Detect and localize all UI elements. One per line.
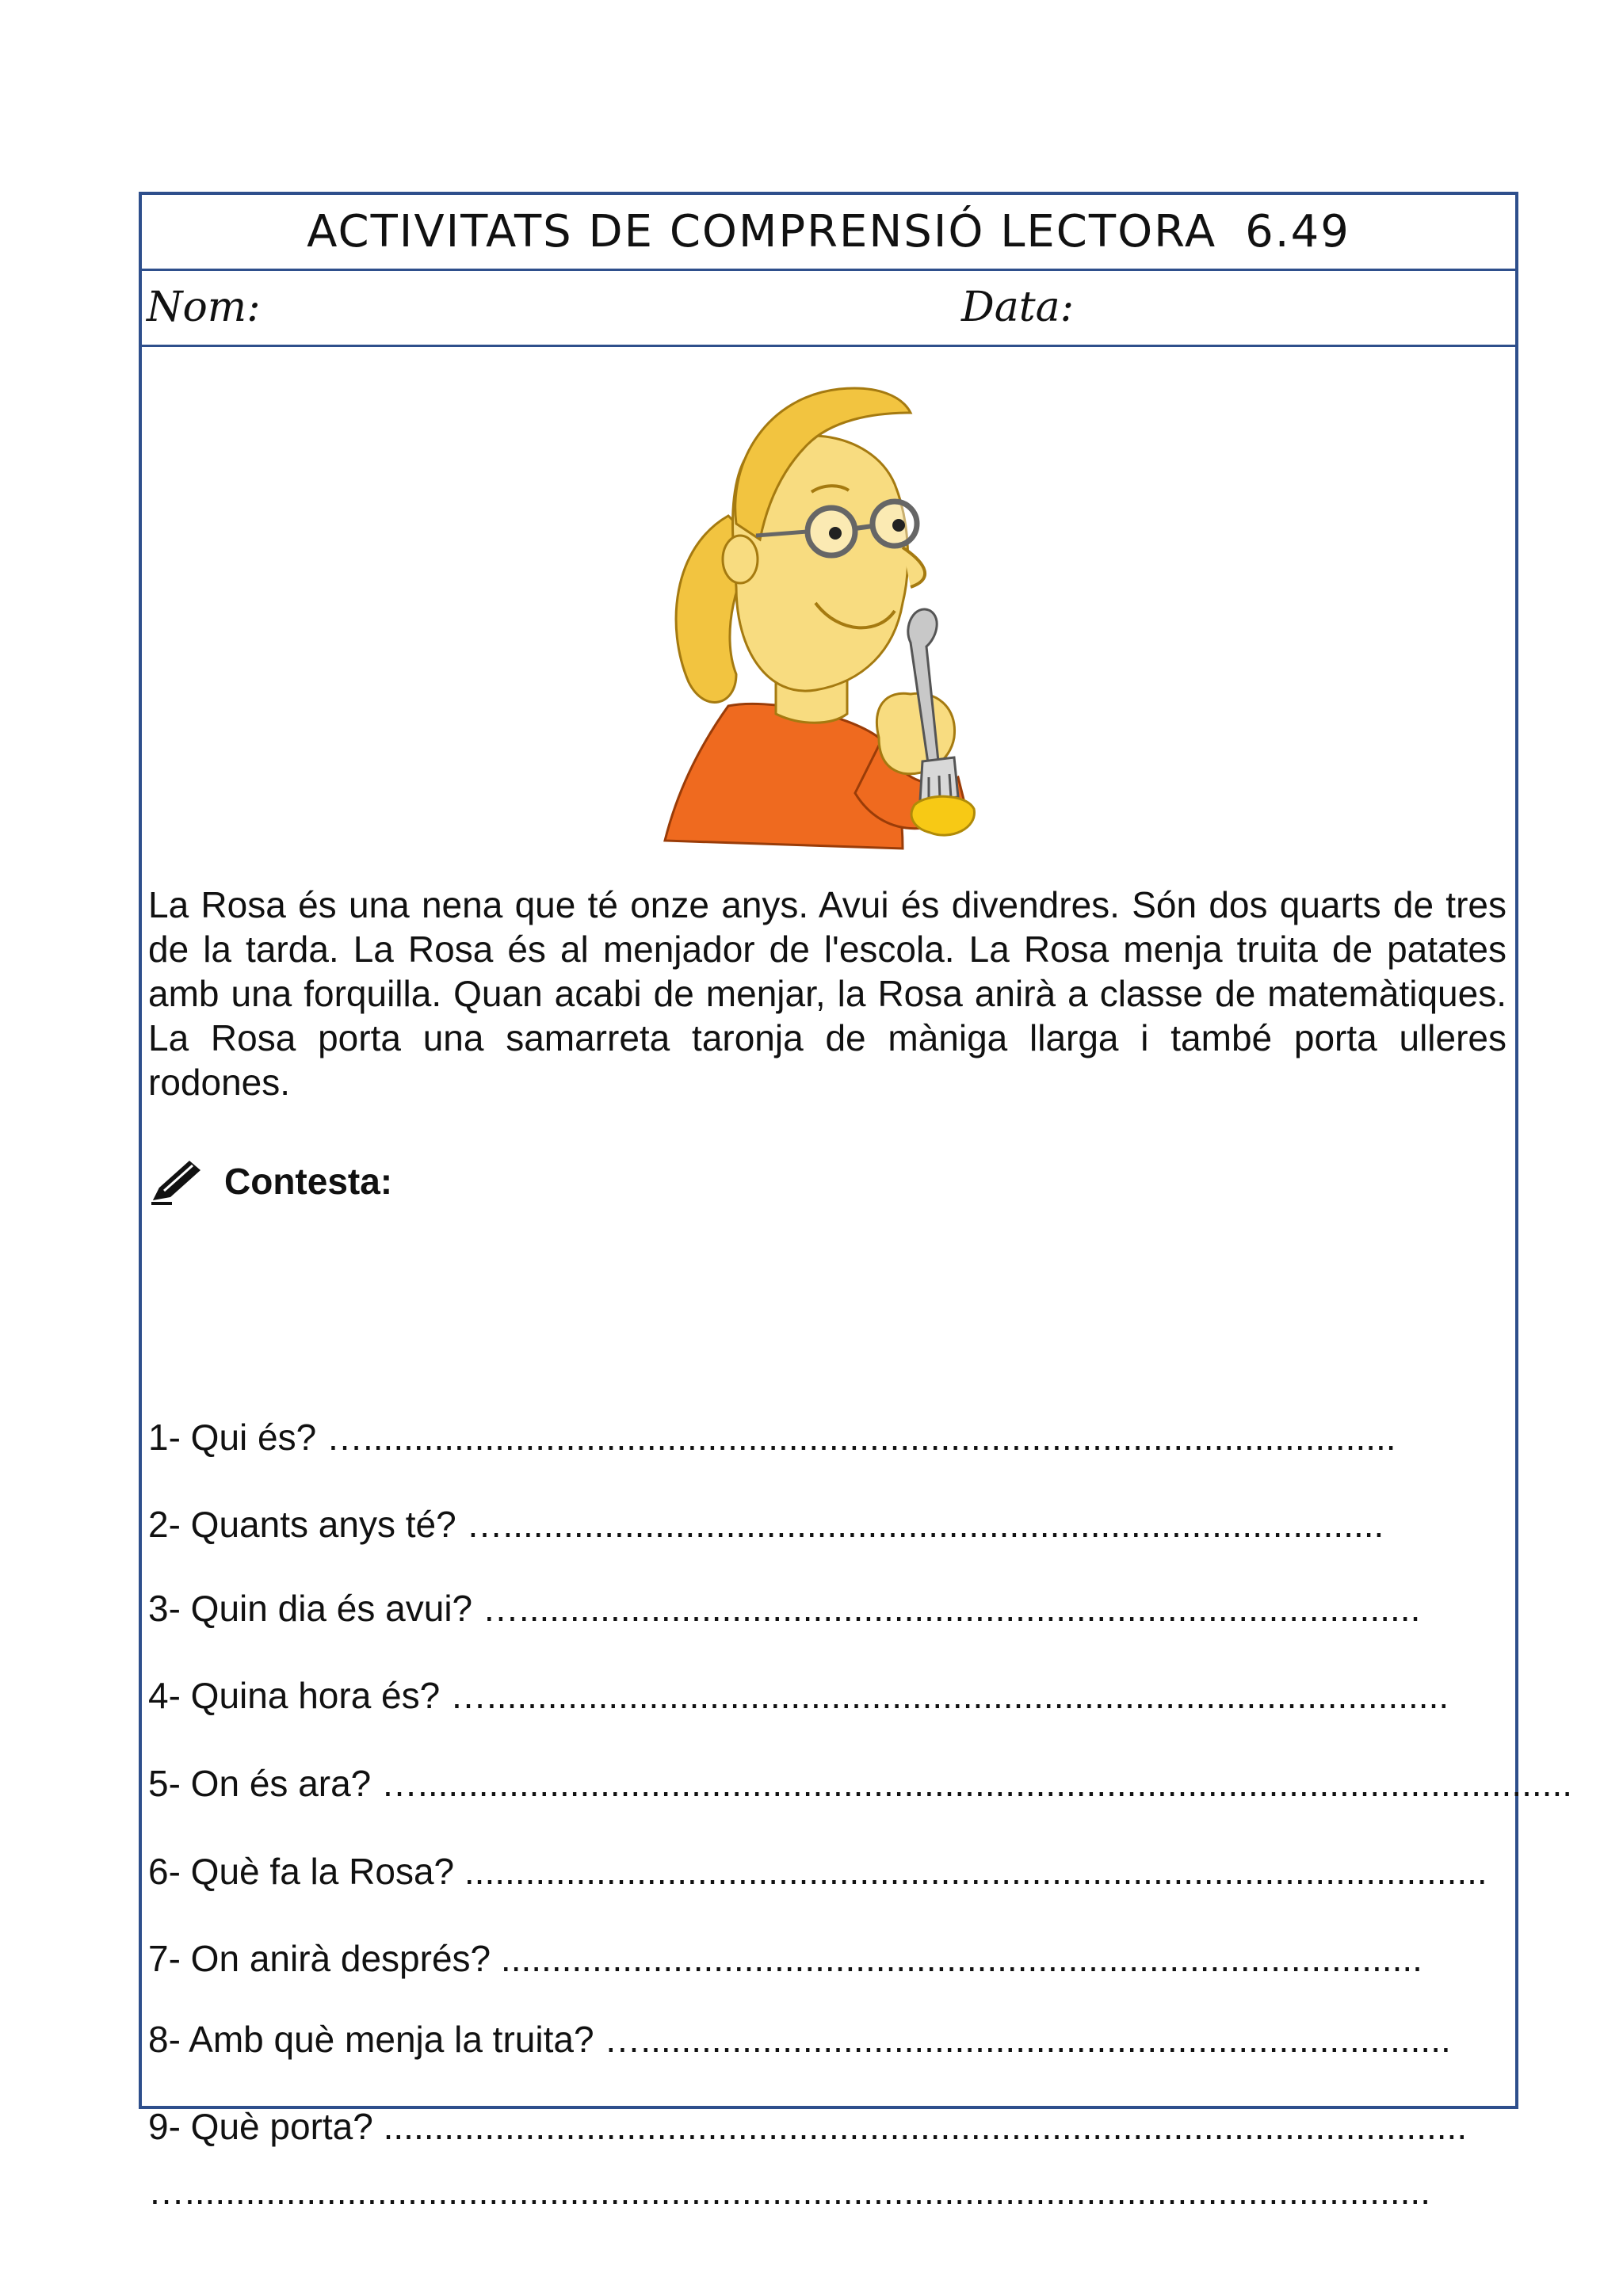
answer-line[interactable]: …............................................................................................... (450, 1675, 1449, 1716)
pencil-icon (148, 1158, 205, 1205)
name-date-row (142, 271, 1515, 347)
name-label: Nom: (147, 284, 261, 331)
answer-line[interactable]: …................................................................................ (604, 2019, 1451, 2060)
question-9[interactable] (148, 2103, 1467, 2150)
question-4[interactable] (148, 1672, 1449, 1719)
question-text: 1- Qui és? (148, 1417, 317, 1458)
extra-answer-line[interactable]: …........................................................................................................................... (148, 2171, 1430, 2212)
answer-line[interactable]: ........................................................................................... (500, 1938, 1423, 1979)
question-text: 7- On anirà després? (148, 1938, 491, 1979)
question-3[interactable] (148, 1585, 1420, 1632)
contesta-label: Contesta: (224, 1161, 393, 1202)
question-5[interactable] (148, 1760, 1572, 1807)
question-2[interactable] (148, 1501, 1384, 1548)
answer-line[interactable]: ..................................................................................................... (464, 1851, 1487, 1892)
title-text: ACTIVITATS DE COMPRENSIÓ LECTORA (307, 206, 1217, 257)
question-text: 5- On és ara? (148, 1763, 372, 1804)
question-text: 8- Amb què menja la truita? (148, 2019, 594, 2060)
worksheet-title (142, 195, 1515, 271)
date-label: Data: (961, 284, 1075, 331)
reading-passage: La Rosa és una nena que té onze anys. Avui és divendres. Són dos quarts de tres de la tarda. La Rosa és al menjador de l'escola. La Rosa menja truita de patates amb una forquilla. Quan acabi de menjar, la Rosa anirà a classe de matemàtiques. La Rosa porta una samarreta taronja de màniga llarga i també porta ulleres rodones. (148, 884, 1507, 1103)
answer-line[interactable]: ........................................................................................................... (383, 2106, 1468, 2147)
answer-line[interactable]: …...................................................................................................... (327, 1417, 1396, 1458)
question-text: 2- Quants anys té? (148, 1504, 456, 1545)
contesta-heading (148, 1158, 392, 1205)
question-6[interactable] (148, 1848, 1487, 1895)
question-1[interactable] (148, 1413, 1396, 1461)
answer-line[interactable]: …......................................................................................... (482, 1588, 1421, 1629)
worksheet (139, 192, 1572, 2212)
question-7[interactable] (148, 1935, 1423, 1982)
activity-code: 6.49 (1245, 206, 1350, 257)
question-text: 9- Què porta? (148, 2106, 373, 2147)
question-text: 3- Quin dia és avui? (148, 1588, 473, 1629)
answer-line[interactable]: ….................................................................................................................. (381, 1763, 1572, 1804)
question-text: 4- Quina hora és? (148, 1675, 441, 1716)
answer-line[interactable]: …....................................................................................... (466, 1504, 1384, 1545)
question-8[interactable] (148, 2016, 1451, 2063)
girl-with-fork-illustration (641, 365, 1148, 872)
question-text: 6- Què fa la Rosa? (148, 1851, 455, 1892)
